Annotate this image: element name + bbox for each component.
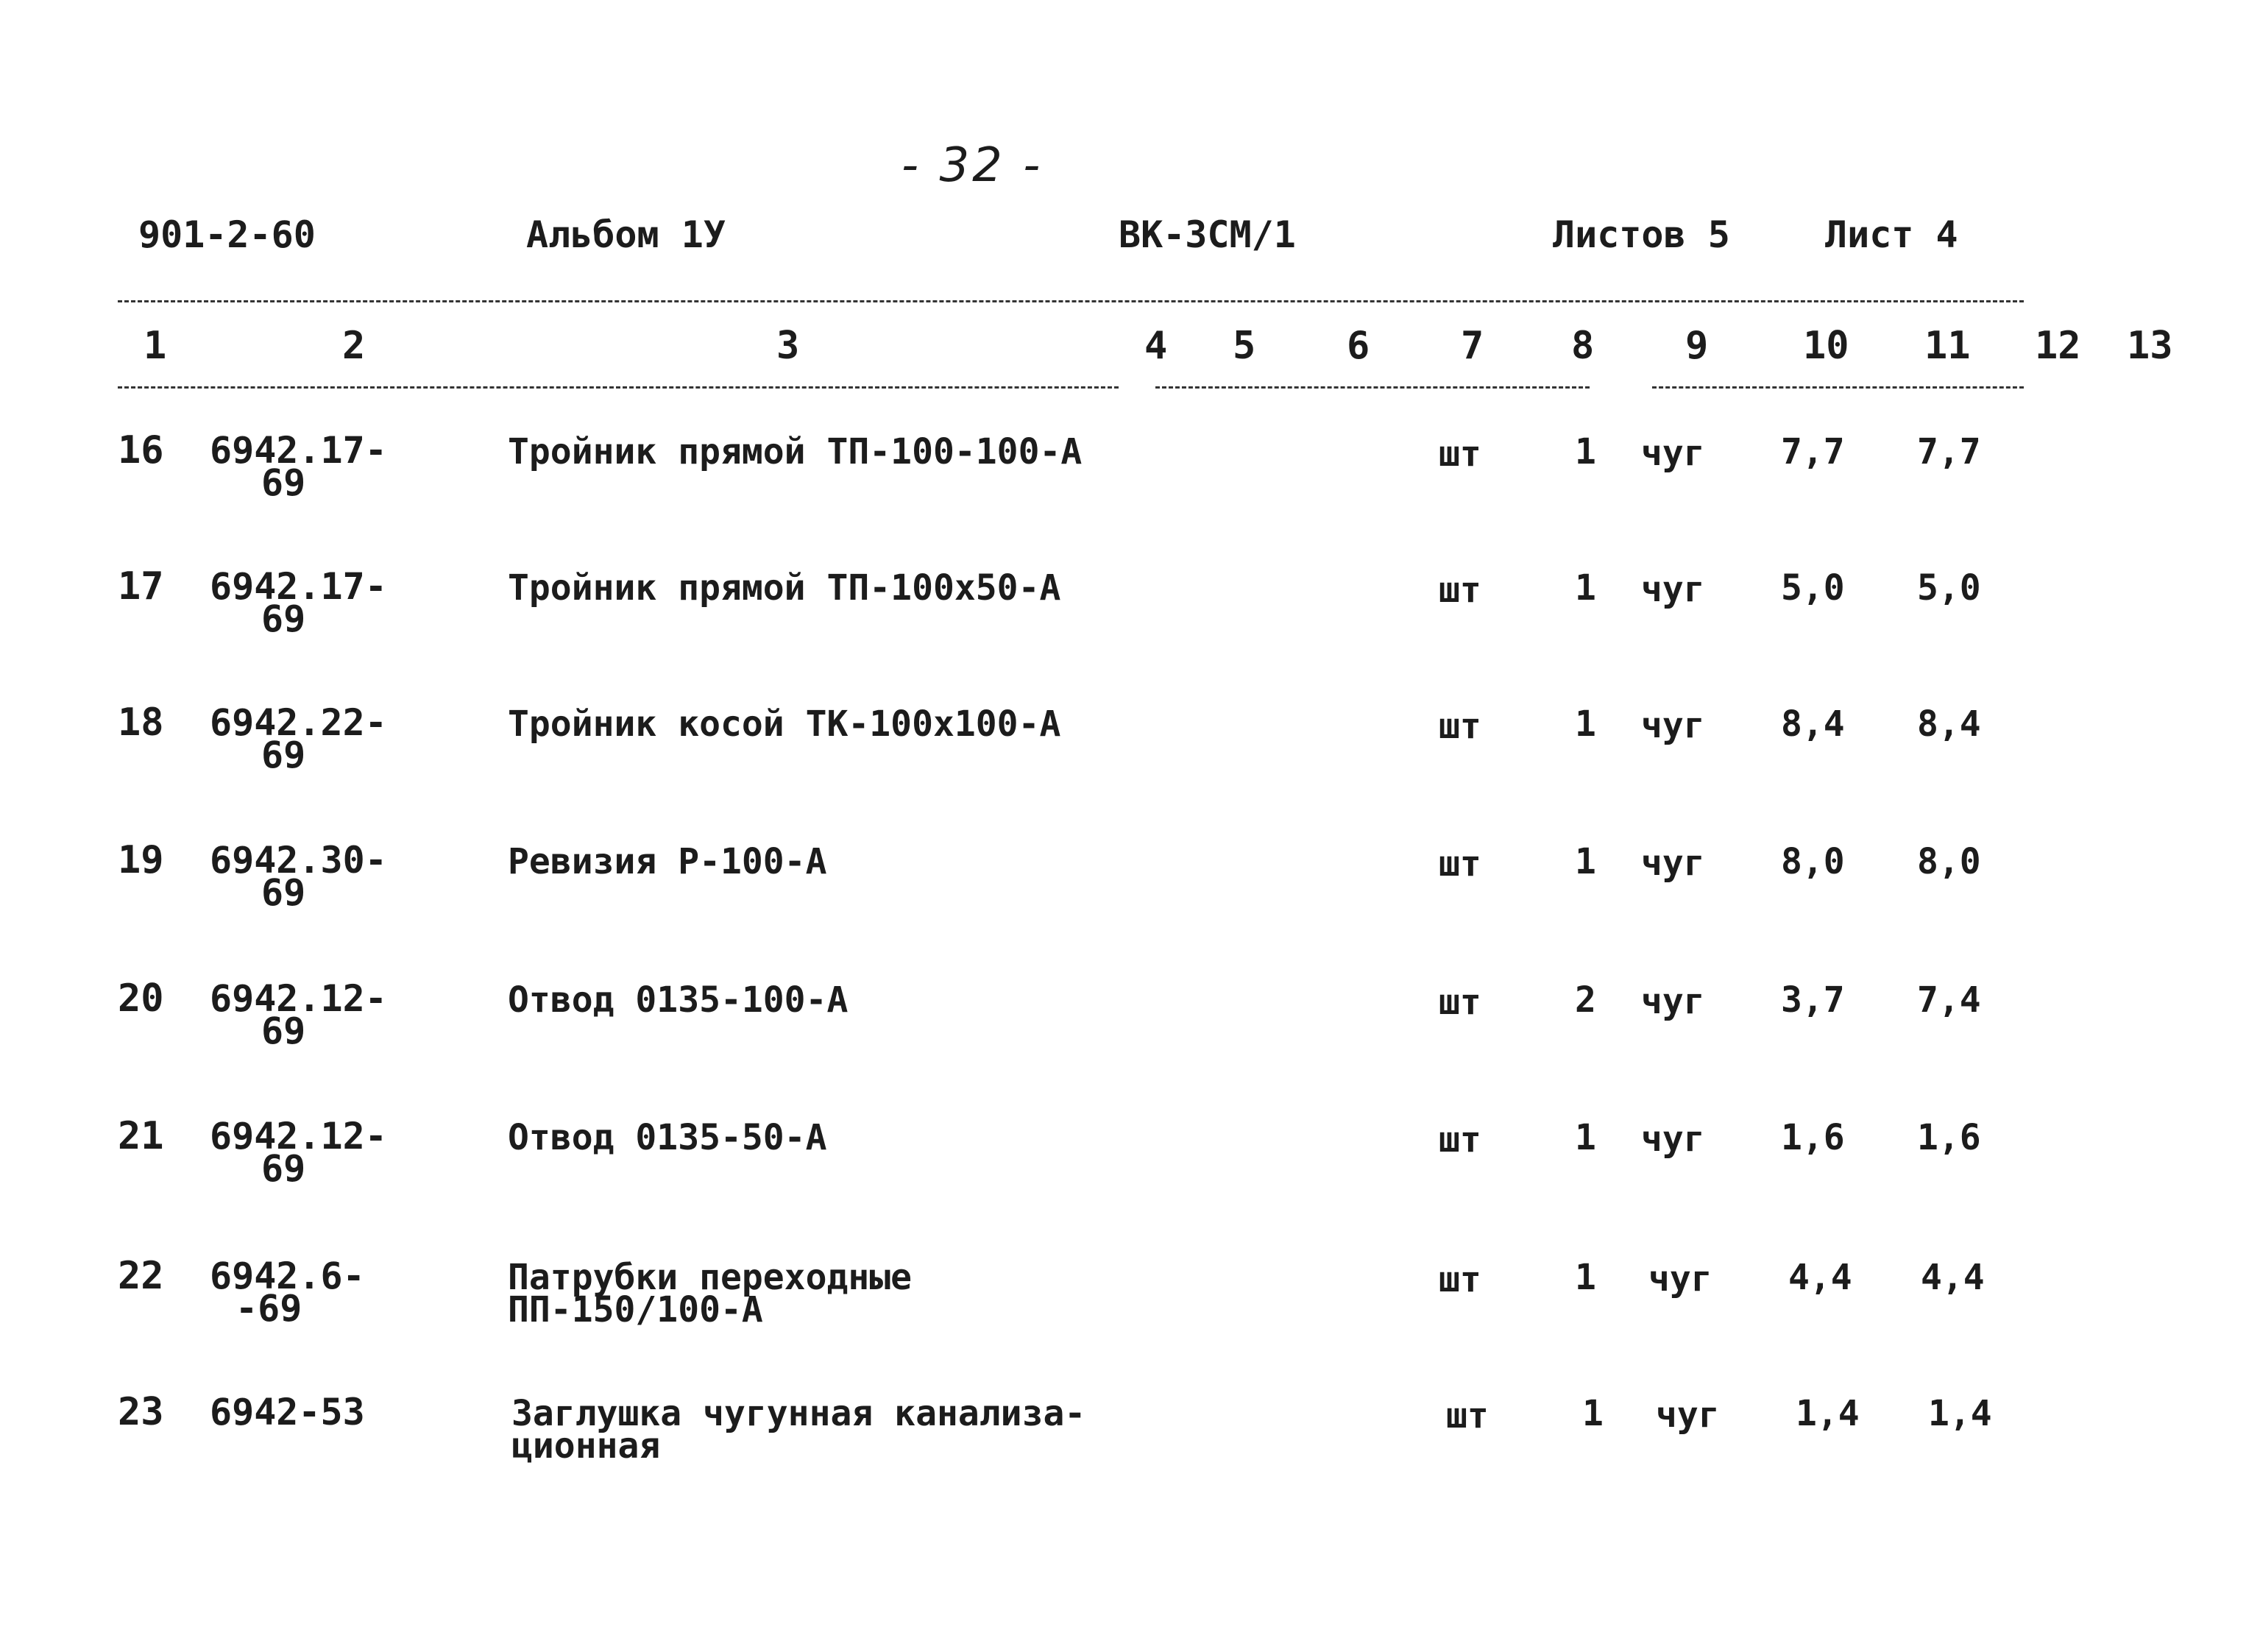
unit-mass: 1,6 — [1781, 1117, 1845, 1158]
row-number: 18 — [118, 701, 164, 745]
unit: шт — [1439, 433, 1481, 475]
column-number-13: 13 — [2127, 324, 2173, 368]
unit-mass: 3,7 — [1781, 979, 1845, 1021]
designation: 6942.12- 69 — [210, 977, 387, 1052]
unit: шт — [1439, 706, 1481, 747]
quantity: 1 — [1575, 703, 1596, 745]
unit-mass: 7,7 — [1781, 431, 1845, 472]
column-number-2: 2 — [342, 324, 366, 368]
unit: шт — [1439, 982, 1481, 1023]
designation: 6942.12- 69 — [210, 1115, 387, 1190]
sheet-number: Лист 4 — [1825, 213, 1958, 256]
page-number: - 32 - — [901, 138, 1044, 193]
item-name: Патрубки переходные ПП-150/100-А — [508, 1257, 913, 1330]
row-number: 23 — [118, 1390, 164, 1434]
sheets-total: Листов 5 — [1553, 213, 1730, 256]
unit-mass: 8,4 — [1781, 703, 1845, 745]
designation: 6942.6- -69 — [210, 1255, 365, 1330]
quantity: 1 — [1575, 431, 1596, 472]
row-number: 22 — [118, 1254, 164, 1298]
column-number-9: 9 — [1685, 324, 1709, 368]
quantity: 1 — [1582, 1393, 1604, 1434]
unit: шт — [1439, 843, 1481, 885]
column-number-11: 11 — [1924, 324, 1971, 368]
quantity: 1 — [1575, 1117, 1596, 1158]
unit-mass: 5,0 — [1781, 567, 1845, 609]
quantity: 1 — [1575, 567, 1596, 609]
unit: шт — [1446, 1395, 1489, 1436]
designation: 6942.17- 69 — [210, 429, 387, 504]
total-mass: 8,0 — [1917, 841, 1981, 882]
total-mass: 7,7 — [1917, 431, 1981, 472]
total-mass: 1,6 — [1917, 1117, 1981, 1158]
header-rule-bottom-right — [1652, 386, 2024, 389]
header-rule-bottom-mid — [1155, 386, 1590, 389]
item-name: Тройник прямой ТП-100-100-А — [508, 431, 1083, 472]
unit-mass: 8,0 — [1781, 841, 1845, 882]
doc-code: 901-2-60 — [138, 213, 316, 256]
unit: шт — [1439, 570, 1481, 611]
column-number-12: 12 — [2035, 324, 2081, 368]
row-number: 17 — [118, 564, 164, 609]
row-number: 16 — [118, 428, 164, 472]
column-number-8: 8 — [1571, 324, 1595, 368]
total-mass: 4,4 — [1921, 1257, 1985, 1298]
item-name: Тройник прямой ТП-100х50-А — [508, 567, 1061, 609]
unit: шт — [1439, 1119, 1481, 1160]
row-number: 20 — [118, 976, 164, 1021]
item-name: Заглушка чугунная канализа- ционная — [511, 1393, 1086, 1467]
column-number-7: 7 — [1461, 324, 1484, 368]
unit: шт — [1439, 1259, 1481, 1300]
material: чуг — [1641, 433, 1705, 474]
material: чуг — [1641, 1119, 1705, 1160]
material: чуг — [1641, 843, 1705, 884]
material: чуг — [1648, 1258, 1712, 1300]
quantity: 1 — [1575, 1257, 1596, 1298]
material: чуг — [1641, 705, 1705, 746]
header-rule-bottom-left — [118, 386, 1119, 389]
designation: 6942.17- 69 — [210, 565, 387, 640]
column-number-10: 10 — [1803, 324, 1849, 368]
item-name: Тройник косой ТК-100х100-А — [508, 703, 1061, 745]
column-number-6: 6 — [1347, 324, 1370, 368]
material: чуг — [1656, 1394, 1720, 1436]
total-mass: 7,4 — [1917, 979, 1981, 1021]
designation: 6942.30- 69 — [210, 839, 387, 914]
item-name: Отвод 0135-100-А — [508, 979, 849, 1021]
column-number-1: 1 — [144, 324, 167, 368]
material: чуг — [1641, 981, 1705, 1022]
row-number: 21 — [118, 1114, 164, 1158]
unit-mass: 4,4 — [1788, 1257, 1852, 1298]
designation: 6942-53 — [210, 1391, 365, 1433]
row-number: 19 — [118, 838, 164, 882]
unit-mass: 1,4 — [1796, 1393, 1860, 1434]
quantity: 1 — [1575, 841, 1596, 882]
column-number-4: 4 — [1144, 324, 1168, 368]
item-name: Ревизия Р-100-А — [508, 841, 827, 882]
quantity: 2 — [1575, 979, 1596, 1021]
total-mass: 5,0 — [1917, 567, 1981, 609]
total-mass: 8,4 — [1917, 703, 1981, 745]
material: чуг — [1641, 569, 1705, 610]
column-number-5: 5 — [1233, 324, 1256, 368]
item-name: Отвод 0135-50-А — [508, 1117, 827, 1158]
sheet-code: ВК-3СМ/1 — [1119, 213, 1296, 256]
album-label: Альбом 1У — [526, 213, 726, 256]
total-mass: 1,4 — [1928, 1393, 1992, 1434]
header-rule-top — [118, 300, 2024, 302]
column-number-3: 3 — [776, 324, 800, 368]
designation: 6942.22- 69 — [210, 701, 387, 776]
